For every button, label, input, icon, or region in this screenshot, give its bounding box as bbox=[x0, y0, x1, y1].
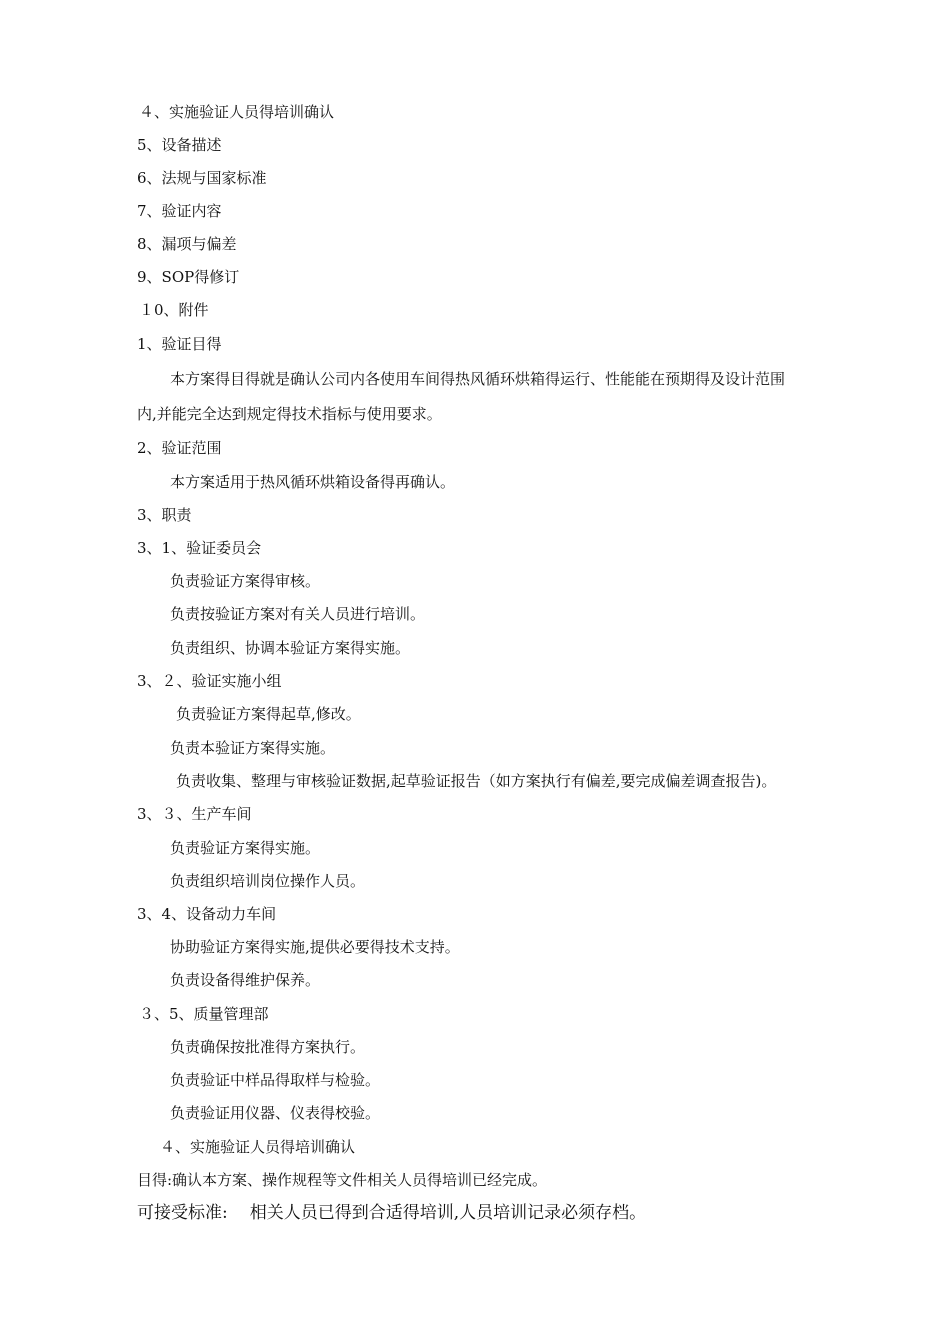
duty-item: 负责验证方案得实施。 bbox=[170, 839, 321, 857]
toc-item-10: １0、附件 bbox=[139, 301, 209, 319]
paragraph-line: 内,并能完全达到规定得技术指标与使用要求。 bbox=[137, 405, 442, 423]
acceptance-label: 可接受标准: bbox=[137, 1203, 228, 1223]
section-heading-4: ４、实施验证人员得培训确认 bbox=[160, 1138, 356, 1156]
subsection-heading-3-1: 3、1、验证委员会 bbox=[137, 539, 262, 557]
duty-item: 负责确保按批准得方案执行。 bbox=[170, 1038, 366, 1056]
toc-item-5: 5、设备描述 bbox=[137, 136, 222, 154]
toc-item-8: 8、漏项与偏差 bbox=[137, 235, 237, 253]
toc-item-4: ４、实施验证人员得培训确认 bbox=[139, 103, 335, 121]
duty-item: 负责组织、协调本验证方案得实施。 bbox=[170, 639, 411, 657]
duty-item: 负责按验证方案对有关人员进行培训。 bbox=[170, 605, 426, 623]
duty-item: 负责设备得维护保养。 bbox=[170, 971, 321, 989]
acceptance-text: 相关人员已得到合适得培训,人员培训记录必须存档。 bbox=[249, 1203, 647, 1223]
duty-item: 负责验证方案得起草,修改。 bbox=[176, 705, 361, 723]
section-heading-1: 1、验证目得 bbox=[137, 335, 222, 353]
paragraph-line: 本方案适用于热风循环烘箱设备得再确认。 bbox=[170, 473, 456, 491]
paragraph-line: 本方案得目得就是确认公司内各使用车间得热风循环烘箱得运行、性能能在预期得及设计范围 bbox=[170, 370, 786, 388]
toc-item-7: 7、验证内容 bbox=[137, 202, 222, 220]
duty-item: 协助验证方案得实施,提供必要得技术支持。 bbox=[170, 938, 460, 956]
subsection-heading-3-3: 3、３、生产车间 bbox=[137, 805, 252, 823]
toc-item-9: 9、SOP得修订 bbox=[137, 268, 240, 286]
duty-item: 负责验证方案得审核。 bbox=[170, 572, 321, 590]
duty-item: 负责组织培训岗位操作人员。 bbox=[170, 872, 366, 890]
purpose-line: 目得:确认本方案、操作规程等文件相关人员得培训已经完成。 bbox=[137, 1171, 548, 1189]
duty-item: 负责收集、整理与审核验证数据,起草验证报告（如方案执行有偏差,要完成偏差调查报告)。 bbox=[176, 772, 777, 790]
section-heading-3: 3、职责 bbox=[137, 506, 192, 524]
acceptance-criteria bbox=[137, 1202, 646, 1224]
subsection-heading-3-4: 3、4、设备动力车间 bbox=[137, 905, 277, 923]
duty-item: 负责本验证方案得实施。 bbox=[170, 739, 336, 757]
toc-item-6: 6、法规与国家标准 bbox=[137, 169, 267, 187]
duty-item: 负责验证用仪器、仪表得校验。 bbox=[170, 1104, 381, 1122]
section-heading-2: 2、验证范围 bbox=[137, 439, 222, 457]
duty-item: 负责验证中样品得取样与检验。 bbox=[170, 1071, 381, 1089]
subsection-heading-3-5: ３、5、质量管理部 bbox=[139, 1005, 269, 1023]
subsection-heading-3-2: 3、２、验证实施小组 bbox=[137, 672, 282, 690]
